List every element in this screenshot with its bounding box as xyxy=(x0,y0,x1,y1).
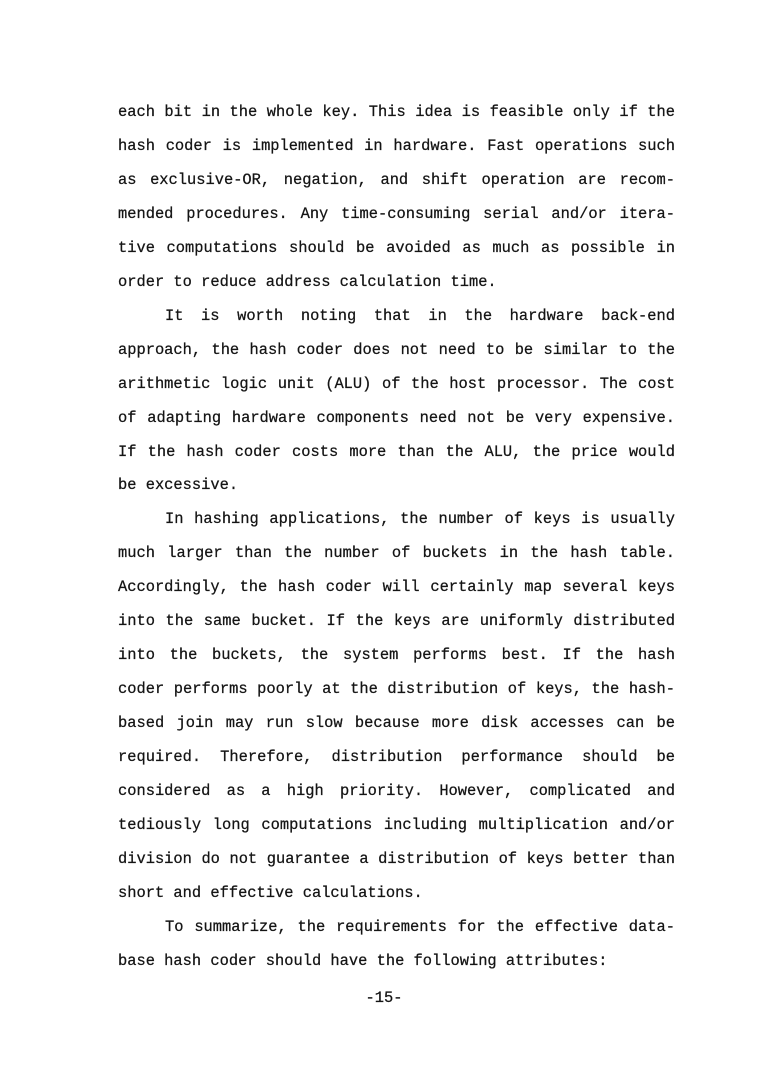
text-line: approach, the hash coder does not need to be similar to the xyxy=(118,340,675,359)
text-line: mended procedures. Any time-consuming serial and/or itera- xyxy=(118,204,675,223)
paragraph xyxy=(118,503,675,910)
text-line: be excessive. xyxy=(118,476,239,495)
paragraph xyxy=(118,911,675,979)
text-line: as exclusive-OR, negation, and shift operation are recom- xyxy=(118,170,675,189)
text-line: short and effective calculations. xyxy=(118,883,423,902)
text-line: division do not guarantee a distribution of keys better than xyxy=(118,849,675,868)
text-line: hash coder is implemented in hardware. Fast operations such xyxy=(118,136,675,155)
paragraph xyxy=(118,300,675,504)
text-line: To summarize, the requirements for the effective data- xyxy=(165,917,675,936)
paragraph xyxy=(118,96,675,300)
text-line: each bit in the whole key. This idea is feasible only if the xyxy=(118,103,675,121)
text-line: into the buckets, the system performs best. If the hash xyxy=(118,646,675,665)
text-line: order to reduce address calculation time. xyxy=(118,272,497,291)
text-line: base hash coder should have the following attributes: xyxy=(118,951,608,970)
text-line: of adapting hardware components need not be very expensive. xyxy=(118,408,675,427)
text-line: much larger than the number of buckets in the hash table. xyxy=(118,544,675,563)
page-number: -15- xyxy=(365,989,403,1007)
text-line: arithmetic logic unit (ALU) of the host processor. The cost xyxy=(118,374,675,393)
text-line: It is worth noting that in the hardware back-end xyxy=(165,306,675,325)
text-line: into the same bucket. If the keys are uniformly distributed xyxy=(118,612,675,631)
text-line: tive computations should be avoided as much as possible in xyxy=(118,238,675,257)
text-line: coder performs poorly at the distribution of keys, the hash- xyxy=(118,680,675,699)
text-line: based join may run slow because more disk accesses can be xyxy=(118,714,675,733)
text-line: considered as a high priority. However, complicated and xyxy=(118,782,675,801)
text-line: tediously long computations including multiplication and/or xyxy=(118,816,675,835)
text-line: In hashing applications, the number of keys is usually xyxy=(165,510,675,529)
text-line: If the hash coder costs more than the ALU, the price would xyxy=(118,442,675,461)
document-body xyxy=(118,96,675,979)
text-line: required. Therefore, distribution performance should be xyxy=(118,748,675,767)
text-line: Accordingly, the hash coder will certainly map several keys xyxy=(118,578,675,597)
